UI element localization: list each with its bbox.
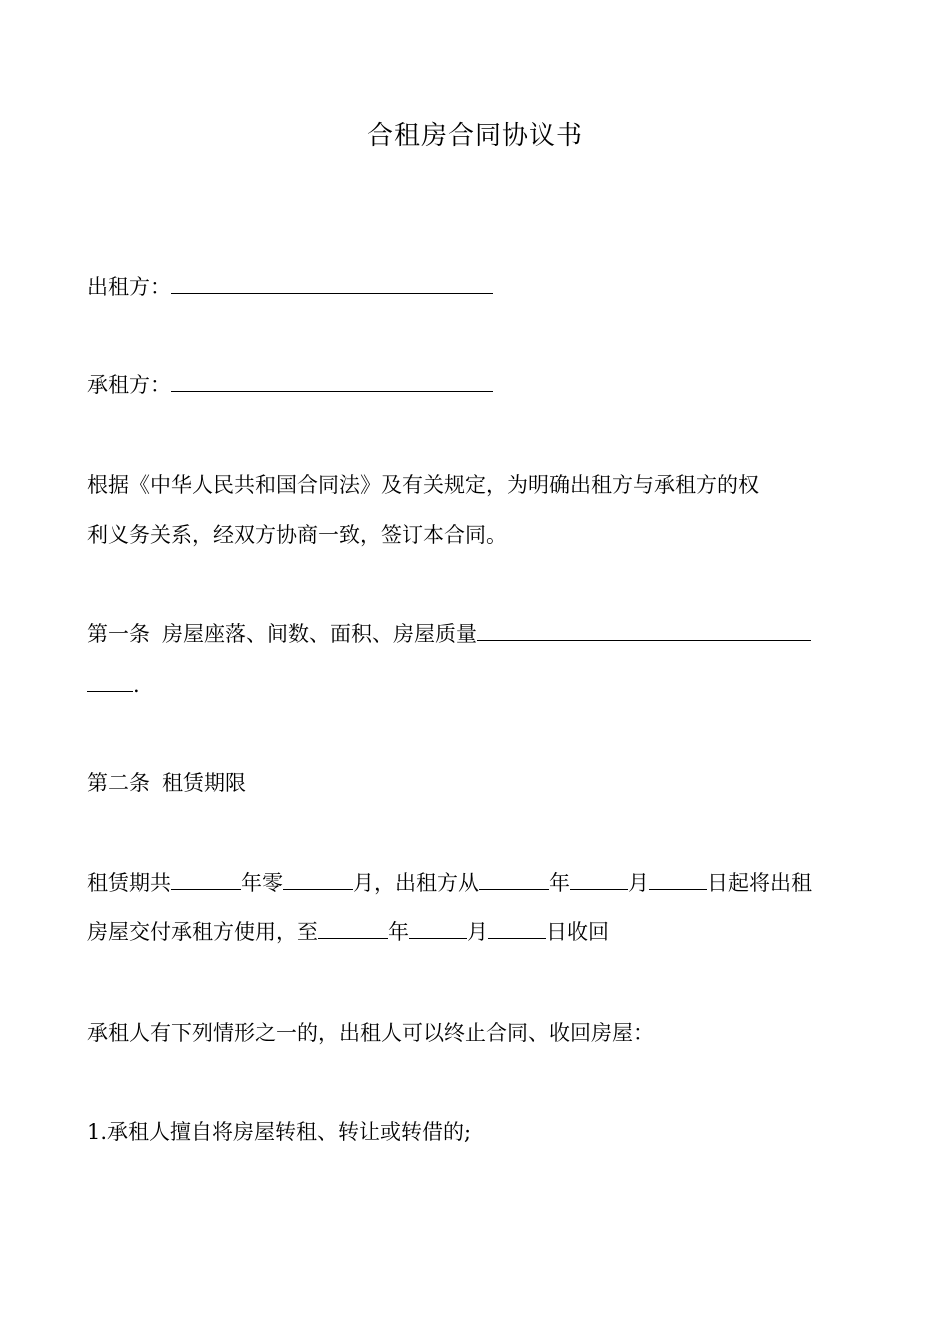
lessor-label: 出租方： <box>87 275 171 299</box>
term-years-blank[interactable] <box>171 869 241 890</box>
term-line-1 <box>87 868 812 898</box>
article-2-line <box>87 768 246 798</box>
end-day-blank[interactable] <box>488 918 546 939</box>
article-2-text: 租赁期限 <box>162 771 246 795</box>
term-text: 月 <box>467 920 488 944</box>
intro-line-2: 利义务关系，经双方协商一致，签订本合同。 <box>87 523 507 547</box>
lessor-line <box>87 272 493 302</box>
term-text: 年零 <box>241 871 283 895</box>
lessee-line <box>87 370 493 400</box>
term-text: 月，出租方从 <box>353 871 479 895</box>
term-text: 日收回 <box>546 920 609 944</box>
lessor-blank[interactable] <box>171 273 493 294</box>
start-year-blank[interactable] <box>479 869 549 890</box>
termination-item-1: 1.承租人擅自将房屋转租、转让或转借的; <box>87 1120 472 1144</box>
term-text: 月 <box>628 871 649 895</box>
article-1-blank-cont[interactable] <box>87 671 133 692</box>
article-2-number: 第二条 <box>87 771 150 795</box>
term-months-blank[interactable] <box>283 869 353 890</box>
article-1-blank[interactable] <box>477 620 811 641</box>
term-text: 日起将出租 <box>707 871 812 895</box>
term-text: 年 <box>388 920 409 944</box>
start-day-blank[interactable] <box>649 869 707 890</box>
lessee-blank[interactable] <box>171 371 493 392</box>
end-month-blank[interactable] <box>409 918 467 939</box>
termination-intro: 承租人有下列情形之一的，出租人可以终止合同、收回房屋： <box>87 1021 654 1045</box>
end-year-blank[interactable] <box>318 918 388 939</box>
intro-line-1: 根据《中华人民共和国合同法》及有关规定，为明确出租方与承租方的权 <box>87 473 759 497</box>
term-text: 租赁期共 <box>87 871 171 895</box>
term-line-2 <box>87 917 609 947</box>
lessee-label: 承租方： <box>87 373 171 397</box>
start-month-blank[interactable] <box>570 869 628 890</box>
article-1-line <box>87 619 811 649</box>
term-text: 房屋交付承租方使用，至 <box>87 920 318 944</box>
term-text: 年 <box>549 871 570 895</box>
article-1-tail: . <box>133 673 140 697</box>
document-title: 合租房合同协议书 <box>366 121 583 151</box>
article-1-text: 房屋座落、间数、面积、房屋质量 <box>162 622 477 646</box>
article-1-number: 第一条 <box>87 622 150 646</box>
article-1-line-2 <box>87 670 140 700</box>
